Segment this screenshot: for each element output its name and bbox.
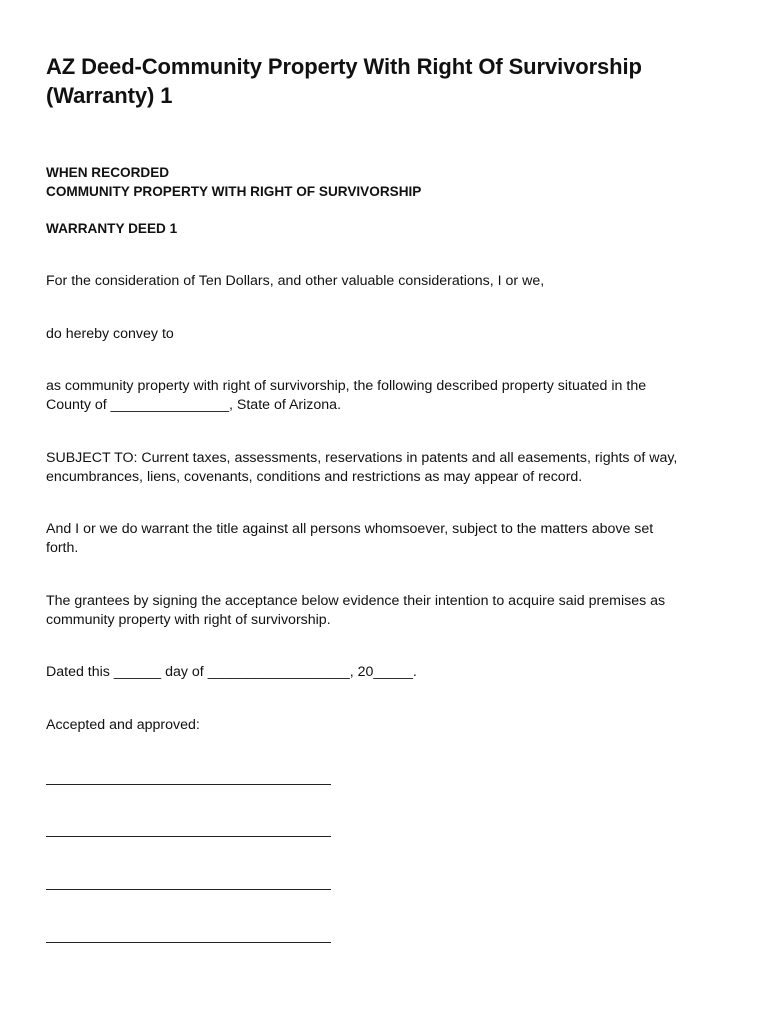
document-title xyxy=(46,52,736,110)
document-title-line-2: (Warranty) 1 xyxy=(46,83,173,108)
accepted-approved-label: Accepted and approved: xyxy=(46,717,200,733)
warranty-deed-heading: WARRANTY DEED 1 xyxy=(46,221,178,236)
grantees-paragraph xyxy=(46,592,736,630)
warranty-line-2: forth. xyxy=(46,540,79,556)
grantees-line-2: community property with right of survivorship. xyxy=(46,612,331,628)
community-property-heading: COMMUNITY PROPERTY WITH RIGHT OF SURVIVORSHIP xyxy=(46,184,422,199)
document-title-line-1: AZ Deed-Community Property With Right Of Survivorship xyxy=(46,54,642,79)
convey-paragraph: do hereby convey to xyxy=(46,326,174,342)
subject-to-paragraph xyxy=(46,449,736,487)
subject-to-line-2: encumbrances, liens, covenants, conditions and restrictions as may appear of record. xyxy=(46,469,583,485)
when-recorded-heading: WHEN RECORDED xyxy=(46,165,170,180)
signature-line-1 xyxy=(46,784,331,785)
warranty-paragraph xyxy=(46,520,736,558)
grantees-line-1: The grantees by signing the acceptance below evidence their intention to acquire said premises as xyxy=(46,593,666,609)
county-line: County of _______________, State of Arizona. xyxy=(46,397,342,413)
warranty-line-1: And I or we do warrant the title against all persons whomsoever, subject to the matters above set xyxy=(46,521,654,537)
dated-line: Dated this ______ day of __________________, 20_____. xyxy=(46,664,417,680)
consideration-paragraph: For the consideration of Ten Dollars, and other valuable considerations, I or we, xyxy=(46,273,545,289)
signature-line-3 xyxy=(46,889,331,890)
community-property-line-1: as community property with right of survivorship, the following described property situated in the xyxy=(46,378,647,394)
signature-line-2 xyxy=(46,836,331,837)
community-property-paragraph xyxy=(46,377,736,415)
signature-line-4 xyxy=(46,942,331,943)
subject-to-line-1: SUBJECT TO: Current taxes, assessments, reservations in patents and all easements, rights of way, xyxy=(46,450,678,466)
